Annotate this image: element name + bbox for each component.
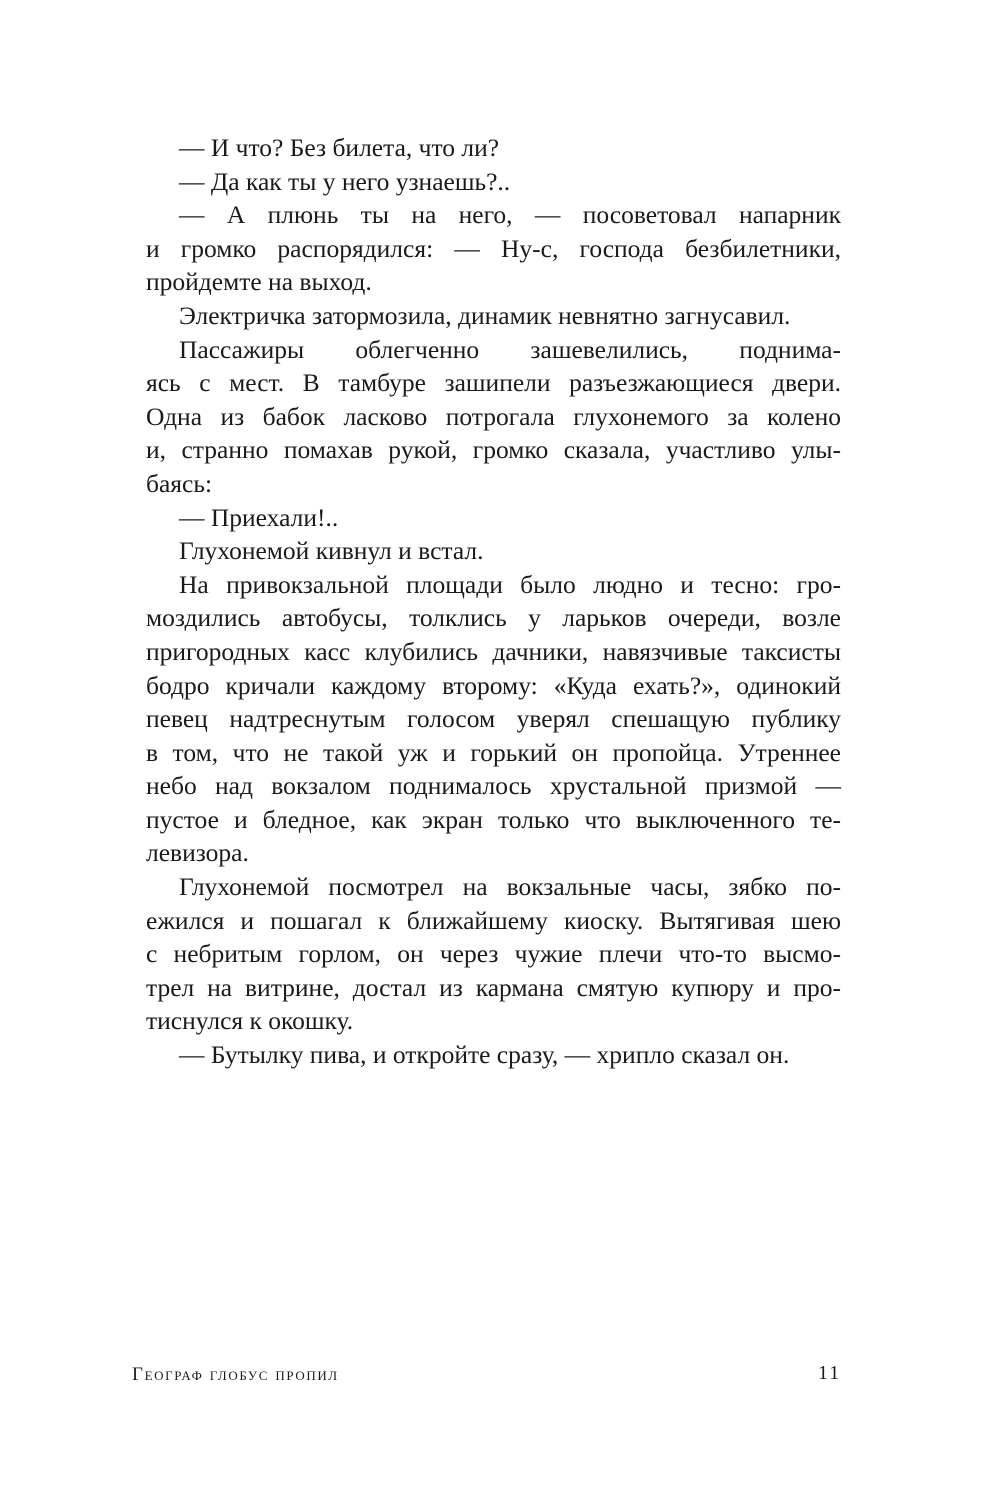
paragraph <box>146 299 841 333</box>
text-line: На привокзальной площади было людно и тесно: гро- <box>179 569 841 599</box>
text-line: Глухонемой кивнул и встал. <box>179 536 484 566</box>
paragraph <box>146 568 841 870</box>
paragraph <box>146 333 841 501</box>
paragraph <box>146 165 841 199</box>
text-line: пригородных касс клубились дачники, навязчивые таксисты <box>146 636 841 666</box>
text-line: Пассажиры облегченно зашевелились, поднима- <box>179 334 841 364</box>
text-line: певец надтреснутым голосом уверял спешащую публику <box>146 704 841 734</box>
text-line: с небритым горлом, он через чужие плечи что-то высмо- <box>146 939 841 969</box>
text-line: левизора. <box>146 838 249 868</box>
text-line: Одна из бабок ласково потрогала глухонемого за колено <box>146 401 841 431</box>
body-text <box>146 131 841 1072</box>
text-line: пустое и бледное, как экран только что выключенного те- <box>146 804 841 834</box>
text-line: — Приехали!.. <box>179 502 339 532</box>
text-line: пройдемте на выход. <box>146 267 372 297</box>
text-line: и, странно помахав рукой, громко сказала, участливо улы- <box>146 435 841 465</box>
running-footer-title: Географ глобус пропил <box>132 1364 339 1385</box>
text-line: небо над вокзалом поднималось хрустальной призмой — <box>146 771 841 801</box>
text-line: ясь с мест. В тамбуре зашипели разъезжающиеся двери. <box>146 368 841 398</box>
text-line: Электричка затормозила, динамик невнятно загнусавил. <box>179 300 791 330</box>
text-line: трел на витрине, достал из кармана смятую купюру и про- <box>146 972 841 1002</box>
text-line: и громко распорядился: — Ну-с, господа безбилетники, <box>146 233 841 263</box>
paragraph <box>146 198 841 299</box>
text-line: — Бутылку пива, и откройте сразу, — хрипло сказал он. <box>179 1040 790 1070</box>
text-line: — Да как ты у него узнаешь?.. <box>179 166 511 196</box>
paragraph <box>146 1038 841 1072</box>
page-number: 11 <box>818 1362 842 1384</box>
text-line: — И что? Без билета, что ли? <box>179 133 500 162</box>
text-line: тиснулся к окошку. <box>146 1006 354 1036</box>
text-line: моздились автобусы, толклись у ларьков очереди, возле <box>146 603 841 633</box>
text-line: бодро кричали каждому второму: «Куда ехать?», одинокий <box>146 670 841 700</box>
text-line: — А плюнь ты на него, — посоветовал напарник <box>179 200 841 230</box>
text-line: в том, что не такой уж и горький он пропойца. Утреннее <box>146 737 841 767</box>
paragraph <box>146 501 841 535</box>
text-line: ежился и пошагал к ближайшему киоску. Вытягивая шею <box>146 905 841 935</box>
paragraph <box>146 131 841 165</box>
text-line: Глухонемой посмотрел на вокзальные часы, зябко по- <box>179 872 841 902</box>
paragraph <box>146 534 841 568</box>
text-line: баясь: <box>146 468 213 498</box>
paragraph <box>146 870 841 1038</box>
